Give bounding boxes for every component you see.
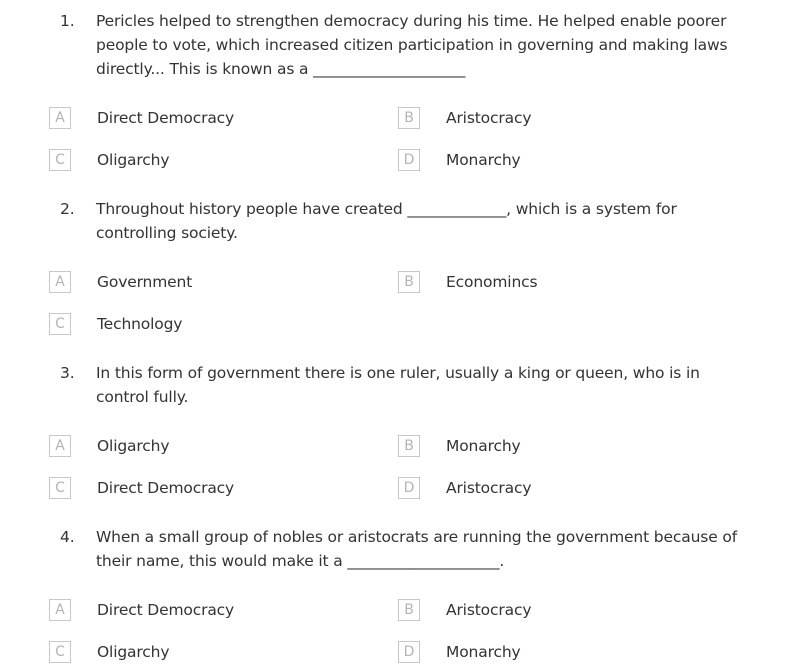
question-text: In this form of government there is one ruler, usually a king or queen, who is in control fully. (96, 364, 700, 406)
option-text: Technology (97, 315, 183, 333)
option-text: Aristocracy (446, 479, 532, 497)
option-text: Monarchy (446, 643, 521, 661)
option-text: Oligarchy (97, 643, 170, 661)
option-letter-box[interactable]: A (49, 599, 71, 621)
option-text: Oligarchy (97, 437, 170, 455)
option-letter-box[interactable]: D (398, 149, 420, 171)
question-text: Throughout history people have created _____________, which is a system for controlling society. (96, 200, 677, 242)
option-letter-box[interactable]: B (398, 271, 420, 293)
option-letter-box[interactable]: C (49, 641, 71, 663)
option-letter-box[interactable]: B (398, 435, 420, 457)
question-number: 1. (60, 12, 75, 30)
question-number: 2. (60, 200, 75, 218)
option-letter-box[interactable]: B (398, 599, 420, 621)
option-text: Monarchy (446, 151, 521, 169)
option-letter-box[interactable]: D (398, 477, 420, 499)
option-letter-box[interactable]: C (49, 313, 71, 335)
option-text: Economincs (446, 273, 538, 291)
question-text: Pericles helped to strengthen democracy during his time. He helped enable poorer people to vote, which increased citizen participation in governing and making laws directly... This is known as a ____________________ (96, 12, 728, 78)
option-text: Oligarchy (97, 151, 170, 169)
option-text: Direct Democracy (97, 109, 235, 127)
option-letter-box[interactable]: C (49, 477, 71, 499)
option-text: Direct Democracy (97, 601, 235, 619)
option-letter-box[interactable]: D (398, 641, 420, 663)
question-number: 4. (60, 528, 75, 546)
option-text: Monarchy (446, 437, 521, 455)
question-number: 3. (60, 364, 75, 382)
option-letter-box[interactable]: A (49, 107, 71, 129)
option-text: Direct Democracy (97, 479, 235, 497)
question-text: When a small group of nobles or aristocrats are running the government because of their name, this would make it a ____________________. (96, 528, 738, 570)
option-text: Aristocracy (446, 109, 532, 127)
option-text: Aristocracy (446, 601, 532, 619)
option-letter-box[interactable]: A (49, 271, 71, 293)
option-text: Government (97, 273, 193, 291)
option-letter-box[interactable]: A (49, 435, 71, 457)
option-letter-box[interactable]: B (398, 107, 420, 129)
option-letter-box[interactable]: C (49, 149, 71, 171)
